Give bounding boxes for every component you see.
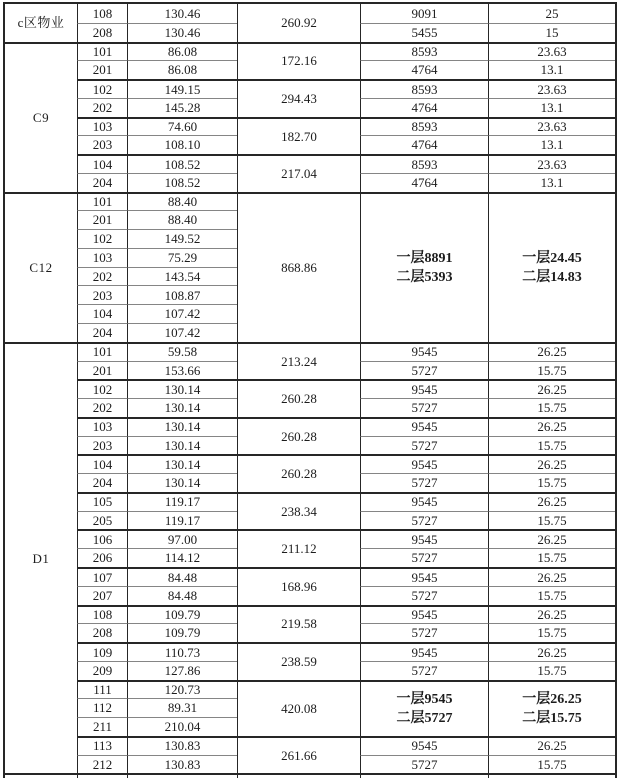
- area-cell[interactable]: 89.31: [127, 698, 237, 717]
- total-price-cell[interactable]: [488, 192, 615, 342]
- area-cell[interactable]: 130.46: [127, 4, 237, 23]
- sum-area-cell[interactable]: 420.08: [237, 680, 360, 736]
- area-cell[interactable]: 120.73: [127, 680, 237, 699]
- unit-cell[interactable]: 108: [77, 4, 127, 23]
- area-cell[interactable]: 86.08: [127, 60, 237, 79]
- unit-cell[interactable]: 204: [77, 323, 127, 342]
- total-price-cell[interactable]: 15.75: [488, 361, 615, 380]
- unit-cell[interactable]: 202: [77, 98, 127, 117]
- unit-price-cell[interactable]: 5727: [360, 548, 488, 567]
- total-price-cell[interactable]: 23.63: [488, 154, 615, 173]
- unit-price-cell[interactable]: 9545: [360, 454, 488, 473]
- total-price-cell[interactable]: 13.1: [488, 98, 615, 117]
- area-cell[interactable]: 108.52: [127, 154, 237, 173]
- unit-price-cell[interactable]: 9545: [360, 492, 488, 511]
- unit-cell[interactable]: 212: [77, 755, 127, 774]
- sum-area-cell[interactable]: 211.12: [237, 529, 360, 567]
- unit-price-cell[interactable]: 4764: [360, 173, 488, 192]
- unit-price-cell[interactable]: [360, 680, 488, 736]
- sum-area-cell[interactable]: 260.28: [237, 454, 360, 492]
- unit-cell[interactable]: 108: [77, 605, 127, 624]
- unit-price-cell[interactable]: 4764: [360, 135, 488, 154]
- unit-price-cell[interactable]: 8593: [360, 79, 488, 98]
- table-row: [5, 192, 615, 211]
- total-price-cell[interactable]: 26.25: [488, 417, 615, 436]
- sum-area-cell[interactable]: 260.28: [237, 379, 360, 417]
- unit-cell[interactable]: 202: [77, 267, 127, 286]
- table-row-partial: [5, 773, 615, 778]
- total-price-cell[interactable]: 15: [488, 23, 615, 42]
- area-cell[interactable]: 210.04: [127, 717, 237, 736]
- unit-price-cell[interactable]: 8593: [360, 154, 488, 173]
- unit-cell[interactable]: 111: [77, 680, 127, 699]
- unit-cell[interactable]: 103: [77, 248, 127, 267]
- building-cell[interactable]: c区物业: [17, 14, 65, 30]
- sum-area-cell[interactable]: 238.59: [237, 642, 360, 680]
- area-cell[interactable]: 149.15: [127, 79, 237, 98]
- building-cell[interactable]: C12: [5, 192, 77, 342]
- area-cell[interactable]: 107.42: [127, 304, 237, 323]
- table-row: [5, 4, 615, 23]
- price-line: 一层8891: [396, 250, 453, 266]
- total-price-cell[interactable]: 15.75: [488, 548, 615, 567]
- table-row: [5, 454, 615, 473]
- unit-cell[interactable]: 109: [77, 642, 127, 661]
- total-price-cell[interactable]: 13.1: [488, 173, 615, 192]
- total-price-cell[interactable]: 15.75: [488, 398, 615, 417]
- unit-cell[interactable]: 204: [77, 173, 127, 192]
- table-row: [5, 492, 615, 511]
- table-row: [5, 567, 615, 586]
- unit-cell[interactable]: 113: [77, 736, 127, 755]
- sum-area-cell[interactable]: 217.04: [237, 154, 360, 192]
- unit-price-cell[interactable]: 9545: [360, 736, 488, 755]
- unit-cell[interactable]: 102: [77, 79, 127, 98]
- area-cell[interactable]: 130.46: [127, 23, 237, 42]
- total-price-cell[interactable]: [488, 680, 615, 736]
- sum-area-cell[interactable]: 294.43: [237, 79, 360, 117]
- area-cell[interactable]: 109.79: [127, 623, 237, 642]
- total-price-cell[interactable]: 26.25: [488, 736, 615, 755]
- area-cell[interactable]: 88.40: [127, 192, 237, 211]
- area-cell[interactable]: 74.60: [127, 117, 237, 136]
- total-price-cell[interactable]: 23.63: [488, 42, 615, 61]
- area-cell[interactable]: 109.79: [127, 605, 237, 624]
- total-price-cell[interactable]: 26.25: [488, 379, 615, 398]
- price-line: 一层24.45: [522, 250, 582, 266]
- area-cell[interactable]: 153.66: [127, 361, 237, 380]
- sum-area-cell[interactable]: 260.28: [237, 417, 360, 455]
- unit-price-cell[interactable]: 9545: [360, 379, 488, 398]
- total-price-cell[interactable]: 15.75: [488, 623, 615, 642]
- area-cell[interactable]: 130.14: [127, 379, 237, 398]
- unit-price-cell[interactable]: [360, 192, 488, 342]
- unit-price-cell[interactable]: 5727: [360, 473, 488, 492]
- sum-area-cell[interactable]: 260.92: [237, 4, 360, 42]
- area-cell[interactable]: 86.08: [127, 42, 237, 61]
- unit-price-cell[interactable]: 9545: [360, 529, 488, 548]
- unit-cell[interactable]: 211: [77, 717, 127, 736]
- unit-price-cell[interactable]: 5727: [360, 361, 488, 380]
- table-row: [5, 605, 615, 624]
- unit-price-cell[interactable]: 4764: [360, 98, 488, 117]
- total-price-cell[interactable]: 15.75: [488, 586, 615, 605]
- unit-price-cell[interactable]: 5727: [360, 661, 488, 680]
- building-cell[interactable]: C9: [5, 42, 77, 192]
- total-price-cell[interactable]: 26.25: [488, 342, 615, 361]
- property-table: [3, 2, 617, 778]
- price-line: 一层26.25: [522, 691, 582, 707]
- unit-cell[interactable]: 103: [77, 117, 127, 136]
- total-price-cell[interactable]: 15.75: [488, 473, 615, 492]
- unit-cell[interactable]: 103: [77, 417, 127, 436]
- area-cell[interactable]: 149.52: [127, 229, 237, 248]
- table-row: [5, 379, 615, 398]
- unit-cell[interactable]: 101: [77, 192, 127, 211]
- unit-cell[interactable]: 204: [77, 473, 127, 492]
- sum-area-cell[interactable]: 219.58: [237, 605, 360, 643]
- table-row: [5, 154, 615, 173]
- unit-price-cell[interactable]: 5727: [360, 511, 488, 530]
- price-line: 二层15.75: [522, 710, 582, 726]
- table-row: [5, 680, 615, 699]
- total-price-cell[interactable]: 15.75: [488, 511, 615, 530]
- unit-cell[interactable]: 202: [77, 398, 127, 417]
- total-price-cell[interactable]: 26.25: [488, 567, 615, 586]
- area-cell[interactable]: 108.52: [127, 173, 237, 192]
- table-row: [5, 117, 615, 136]
- total-price-cell[interactable]: 26.25: [488, 492, 615, 511]
- unit-cell[interactable]: 209: [77, 661, 127, 680]
- area-cell[interactable]: 114.12: [127, 548, 237, 567]
- table-row: [5, 529, 615, 548]
- table-row: [5, 79, 615, 98]
- area-cell[interactable]: 88.40: [127, 210, 237, 229]
- total-price-cell[interactable]: 26.25: [488, 605, 615, 624]
- unit-price-cell[interactable]: 8593: [360, 42, 488, 61]
- unit-price-cell[interactable]: 9545: [360, 342, 488, 361]
- unit-cell[interactable]: 208: [77, 623, 127, 642]
- unit-cell[interactable]: 201: [77, 60, 127, 79]
- empty-cell[interactable]: [5, 773, 77, 778]
- unit-cell[interactable]: 101: [77, 342, 127, 361]
- total-price-cell[interactable]: 26.25: [488, 454, 615, 473]
- unit-cell[interactable]: 205: [77, 511, 127, 530]
- empty-cell[interactable]: [77, 773, 127, 778]
- total-price-cell[interactable]: 13.1: [488, 60, 615, 79]
- total-price-cell[interactable]: 23.63: [488, 79, 615, 98]
- price-line: 一层9545: [396, 691, 453, 707]
- table-row: [5, 342, 615, 361]
- unit-price-cell[interactable]: 5455: [360, 23, 488, 42]
- unit-cell[interactable]: 101: [77, 42, 127, 61]
- total-price-cell[interactable]: 26.25: [488, 642, 615, 661]
- property-table-body: [5, 4, 615, 778]
- area-cell[interactable]: 127.86: [127, 661, 237, 680]
- area-cell[interactable]: 130.14: [127, 473, 237, 492]
- total-price-cell[interactable]: 13.1: [488, 135, 615, 154]
- unit-cell[interactable]: 104: [77, 454, 127, 473]
- building-cell[interactable]: D1: [5, 342, 77, 774]
- unit-cell[interactable]: 104: [77, 154, 127, 173]
- area-cell[interactable]: 130.83: [127, 755, 237, 774]
- total-price-cell[interactable]: 15.75: [488, 661, 615, 680]
- area-cell[interactable]: 84.48: [127, 567, 237, 586]
- area-cell[interactable]: 110.73: [127, 642, 237, 661]
- area-cell[interactable]: 108.87: [127, 285, 237, 304]
- area-cell[interactable]: 119.17: [127, 492, 237, 511]
- unit-cell[interactable]: 105: [77, 492, 127, 511]
- area-cell[interactable]: 130.83: [127, 736, 237, 755]
- area-cell[interactable]: 59.58: [127, 342, 237, 361]
- table-row: [5, 736, 615, 755]
- unit-cell[interactable]: 203: [77, 285, 127, 304]
- unit-price-cell[interactable]: 9545: [360, 417, 488, 436]
- price-line: 二层5393: [396, 269, 453, 285]
- unit-cell[interactable]: 102: [77, 379, 127, 398]
- unit-price-cell[interactable]: 5727: [360, 755, 488, 774]
- unit-cell[interactable]: 208: [77, 23, 127, 42]
- price-line: 二层14.83: [522, 269, 582, 285]
- area-cell[interactable]: 130.14: [127, 417, 237, 436]
- unit-price-cell[interactable]: 9091: [360, 4, 488, 23]
- area-cell[interactable]: 130.14: [127, 436, 237, 455]
- unit-cell[interactable]: 206: [77, 548, 127, 567]
- sum-area-cell[interactable]: 172.16: [237, 42, 360, 80]
- total-price-cell[interactable]: 25: [488, 4, 615, 23]
- total-price-cell[interactable]: 23.63: [488, 117, 615, 136]
- empty-cell[interactable]: [488, 773, 615, 778]
- empty-cell[interactable]: [127, 773, 237, 778]
- sum-area-cell[interactable]: 168.96: [237, 567, 360, 605]
- unit-cell[interactable]: 112: [77, 698, 127, 717]
- area-cell[interactable]: 108.10: [127, 135, 237, 154]
- total-price-cell[interactable]: 15.75: [488, 755, 615, 774]
- price-line: 二层5727: [396, 710, 453, 726]
- unit-price-cell[interactable]: 9545: [360, 567, 488, 586]
- empty-cell[interactable]: [360, 773, 488, 778]
- sum-area-cell[interactable]: 213.24: [237, 342, 360, 380]
- total-price-cell[interactable]: 26.25: [488, 529, 615, 548]
- unit-cell[interactable]: 201: [77, 210, 127, 229]
- unit-cell[interactable]: 207: [77, 586, 127, 605]
- unit-price-cell[interactable]: 5727: [360, 623, 488, 642]
- table-row: [5, 42, 615, 61]
- area-cell[interactable]: 145.28: [127, 98, 237, 117]
- unit-price-cell[interactable]: 4764: [360, 60, 488, 79]
- table-row: [5, 642, 615, 661]
- area-cell[interactable]: 97.00: [127, 529, 237, 548]
- sum-area-cell[interactable]: 868.86: [237, 192, 360, 342]
- unit-cell[interactable]: 203: [77, 436, 127, 455]
- unit-cell[interactable]: 201: [77, 361, 127, 380]
- sum-area-cell[interactable]: 261.66: [237, 736, 360, 774]
- unit-cell[interactable]: 106: [77, 529, 127, 548]
- unit-price-cell[interactable]: 5727: [360, 398, 488, 417]
- table-row: [5, 417, 615, 436]
- unit-cell[interactable]: 203: [77, 135, 127, 154]
- unit-price-cell[interactable]: 5727: [360, 586, 488, 605]
- unit-price-cell[interactable]: 8593: [360, 117, 488, 136]
- area-cell[interactable]: 84.48: [127, 586, 237, 605]
- area-cell[interactable]: 143.54: [127, 267, 237, 286]
- unit-cell[interactable]: 102: [77, 229, 127, 248]
- unit-price-cell[interactable]: 9545: [360, 605, 488, 624]
- total-price-cell[interactable]: 15.75: [488, 436, 615, 455]
- unit-price-cell[interactable]: 9545: [360, 642, 488, 661]
- sum-area-cell[interactable]: 182.70: [237, 117, 360, 155]
- area-cell[interactable]: 130.14: [127, 454, 237, 473]
- area-cell[interactable]: 119.17: [127, 511, 237, 530]
- area-cell[interactable]: 75.29: [127, 248, 237, 267]
- empty-cell[interactable]: [237, 773, 360, 778]
- unit-price-cell[interactable]: 5727: [360, 436, 488, 455]
- unit-cell[interactable]: 107: [77, 567, 127, 586]
- area-cell[interactable]: 107.42: [127, 323, 237, 342]
- sum-area-cell[interactable]: 238.34: [237, 492, 360, 530]
- unit-cell[interactable]: 104: [77, 304, 127, 323]
- area-cell[interactable]: 130.14: [127, 398, 237, 417]
